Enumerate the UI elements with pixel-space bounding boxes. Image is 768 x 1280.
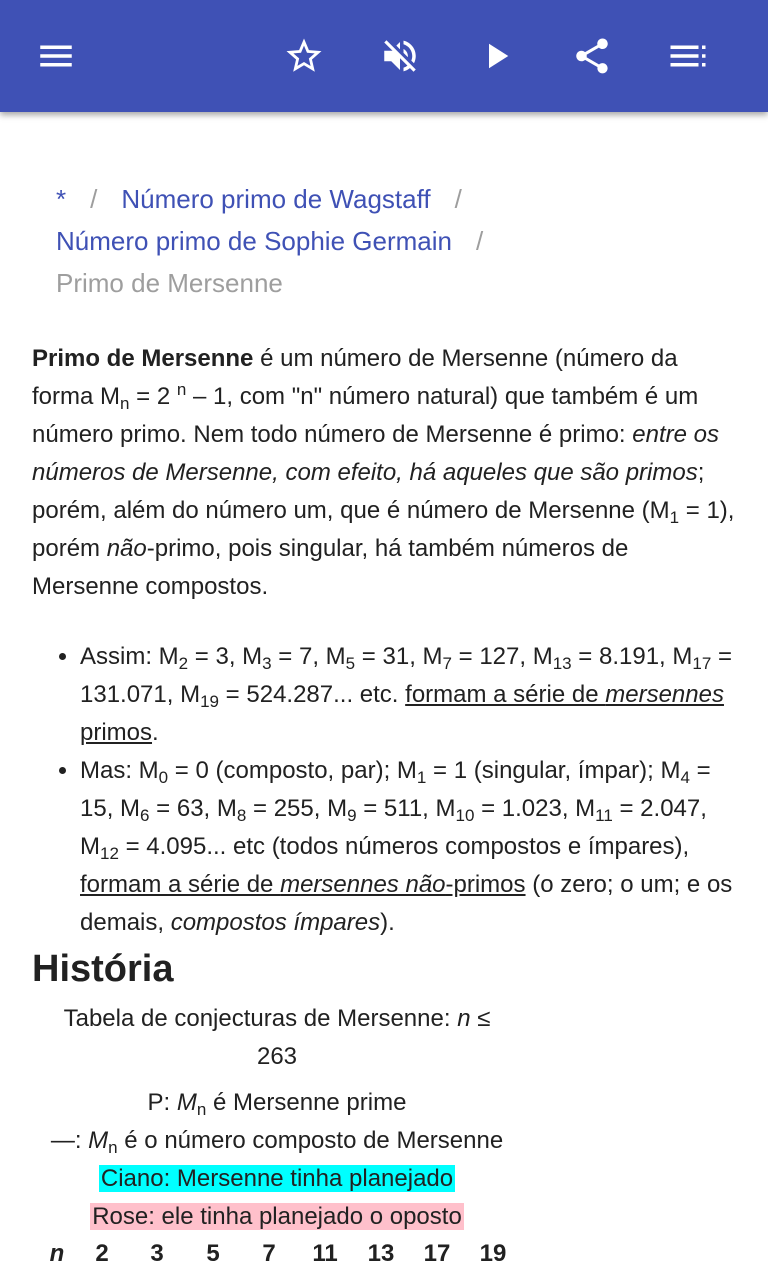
share-button[interactable]: [562, 26, 622, 86]
play-button[interactable]: [466, 26, 526, 86]
table-header-cell: 11: [312, 1240, 338, 1267]
bookmark-button[interactable]: [274, 26, 334, 86]
breadcrumb-separator: /: [454, 184, 462, 214]
table-header-cell: 13: [367, 1240, 395, 1267]
breadcrumb: [56, 178, 736, 304]
table-header-n: n: [49, 1240, 65, 1267]
table-caption: Tabela de conjecturas de Mersenne: n ≤ 263 P: $M_n$ é Mersenne prime —: $M_n$ é o número composto de Mersenne Ciano: Mersenne tinha planejado Rose: ele tinha planejado o oposto: [50, 1005, 504, 1230]
list-item: • Mas: $M_0 = 0$ (composto, par); $M_1 = 1$ (singular, ímpar); $M_4 = 15$, $M_6 = 63$, $M_8 = 255$, $M_9 = 511$, $M_{10} = 1.023$, $M_{11} = 2.047$, $M_{12} = 4.095$... etc (todos números compostos e ímpares), formam a série de mersennes não-primos (o zero; o um; e os demais, compostos ímpares).: [80, 752, 736, 942]
breadcrumb-wagstaff[interactable]: Número primo de Wagstaff: [121, 184, 431, 214]
breadcrumb-current: Primo de Mersenne: [56, 268, 283, 298]
list-item: • Assim: $M_2 = 3$, $M_3 = 7$, $M_5 = 31$, $M_7 = 127$, $M_{13} = 8.191$, $M_{17} = 131.071$, $M_{19} = 524.287$... etc. formam a série de mersennes primos.: [80, 638, 736, 752]
list-icon: [667, 35, 709, 77]
star-icon: [283, 35, 325, 77]
menu-button[interactable]: [26, 26, 86, 86]
breadcrumb-separator: /: [90, 184, 98, 214]
mersenne-primes-link[interactable]: formam a série de mersennes primos: [80, 681, 724, 746]
bullet-list: [32, 638, 736, 942]
table-header-cell: 19: [479, 1240, 507, 1267]
legend-rose: Rose: ele tinha planejado o oposto: [92, 1203, 462, 1230]
share-icon: [571, 35, 613, 77]
mute-button[interactable]: [370, 26, 430, 86]
table-header-cell: 2: [95, 1240, 109, 1267]
table-header-cell: 3: [150, 1240, 164, 1267]
app-bar: [0, 0, 768, 112]
breadcrumb-sophie-germain[interactable]: Número primo de Sophie Germain: [56, 226, 452, 256]
breadcrumb-separator: /: [475, 226, 484, 256]
table-header-cell: 17: [423, 1240, 451, 1267]
legend-cyan: Ciano: Mersenne tinha planejado: [100, 1165, 454, 1192]
volume-off-icon: [379, 35, 421, 77]
breadcrumb-home[interactable]: *: [56, 184, 67, 214]
mersenne-non-primes-link[interactable]: formam a série de mersennes não-primos: [80, 871, 526, 898]
contents-button[interactable]: [658, 26, 718, 86]
play-icon: [475, 35, 517, 77]
section-heading-history: História: [32, 948, 174, 990]
article-body: [32, 340, 736, 942]
article-title-bold: Primo de Mersenne: [32, 345, 254, 372]
menu-icon: [35, 35, 77, 77]
table-header-cell: 5: [206, 1240, 220, 1267]
table-header-cell: 7: [262, 1240, 276, 1267]
intro-paragraph: Primo de Mersenne é um número de Mersenne (número da forma $M_n = 2$ $^n$ – 1, com "n" número natural) que também é um número primo. Nem todo número de Mersenne é primo: entre os números de Mersenne, com efeito, há aqueles que são primos; porém, além do número um, que é número de Mersenne $(M_1 = 1)$, porém não-primo, pois singular, há também números de Mersenne compostos.: [32, 345, 735, 600]
